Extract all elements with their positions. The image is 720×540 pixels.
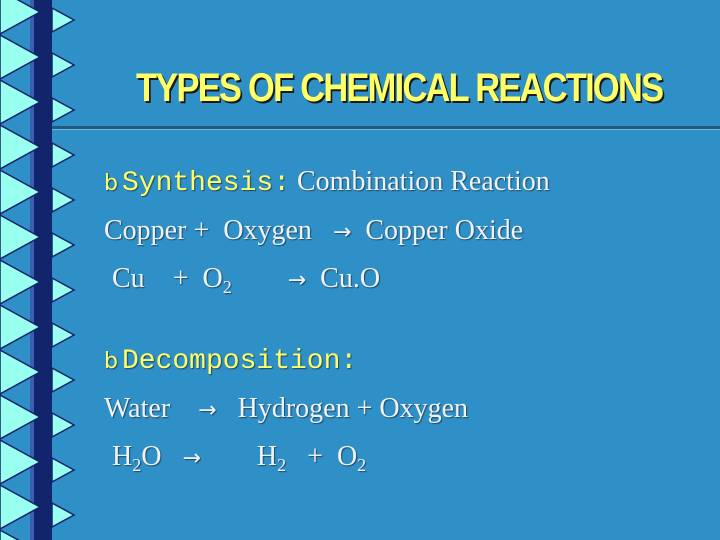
synthesis-formula-equation bbox=[112, 263, 380, 295]
arrow-right-icon: → bbox=[198, 398, 217, 423]
decomposition-word-equation bbox=[104, 393, 468, 425]
bullet-icon: b bbox=[104, 171, 118, 196]
plus-sign: + bbox=[356, 393, 373, 424]
decomposition-heading bbox=[104, 344, 357, 377]
border-triangle-small bbox=[52, 98, 74, 122]
border-triangle-small bbox=[52, 503, 74, 527]
reactant-water: Water bbox=[104, 393, 171, 424]
formula-h: H bbox=[256, 441, 278, 472]
formula-o: O bbox=[202, 263, 223, 294]
reactant-copper: Copper bbox=[104, 215, 187, 246]
formula-cu: Cu bbox=[112, 263, 145, 294]
border-triangle-small bbox=[52, 188, 74, 212]
border-triangle-small bbox=[52, 233, 74, 257]
formula-cuo: Cu.O bbox=[320, 263, 381, 294]
plus-sign: + bbox=[172, 263, 189, 294]
subscript: 2 bbox=[132, 455, 142, 475]
subscript: 2 bbox=[357, 455, 367, 475]
border-triangle-small bbox=[52, 143, 74, 167]
product-oxygen: Oxygen bbox=[379, 393, 469, 424]
subscript: 2 bbox=[222, 277, 232, 297]
border-triangle-small bbox=[52, 458, 74, 482]
plus-sign: + bbox=[193, 215, 210, 246]
synthesis-heading bbox=[104, 166, 550, 199]
product-hydrogen: Hydrogen bbox=[237, 393, 350, 424]
border-triangle-small bbox=[52, 368, 74, 392]
border-triangle-small bbox=[52, 278, 74, 302]
formula-o: O bbox=[336, 441, 358, 472]
formula-h: H bbox=[112, 441, 133, 472]
decomposition-term: Decomposition: bbox=[121, 346, 358, 377]
plus-sign: + bbox=[307, 441, 323, 472]
arrow-right-icon: → bbox=[287, 268, 307, 293]
border-triangle-small bbox=[52, 413, 74, 437]
border-triangle-small bbox=[52, 53, 74, 77]
slide-title: TYPES OF CHEMICAL REACTIONS bbox=[136, 66, 663, 110]
formula-h2 bbox=[256, 441, 287, 475]
border-triangle-small bbox=[52, 323, 74, 347]
bullet-icon: b bbox=[104, 349, 118, 374]
decorative-border bbox=[0, 0, 90, 540]
product-copper-oxide: Copper Oxide bbox=[365, 215, 524, 246]
formula-o: O bbox=[141, 441, 162, 472]
synthesis-description: Combination Reaction bbox=[297, 166, 550, 197]
decomposition-formula-equation bbox=[112, 441, 366, 473]
formula-h2o bbox=[112, 441, 162, 475]
formula-o2 bbox=[336, 441, 367, 475]
arrow-right-icon: → bbox=[182, 446, 201, 471]
formula-o2 bbox=[202, 263, 232, 297]
border-triangle-small bbox=[52, 8, 74, 32]
arrow-right-icon: → bbox=[332, 220, 352, 245]
reactant-oxygen: Oxygen bbox=[223, 215, 312, 246]
synthesis-term: Synthesis: bbox=[121, 168, 290, 199]
subscript: 2 bbox=[277, 455, 287, 475]
title-divider bbox=[52, 126, 720, 129]
synthesis-word-equation bbox=[104, 215, 523, 247]
